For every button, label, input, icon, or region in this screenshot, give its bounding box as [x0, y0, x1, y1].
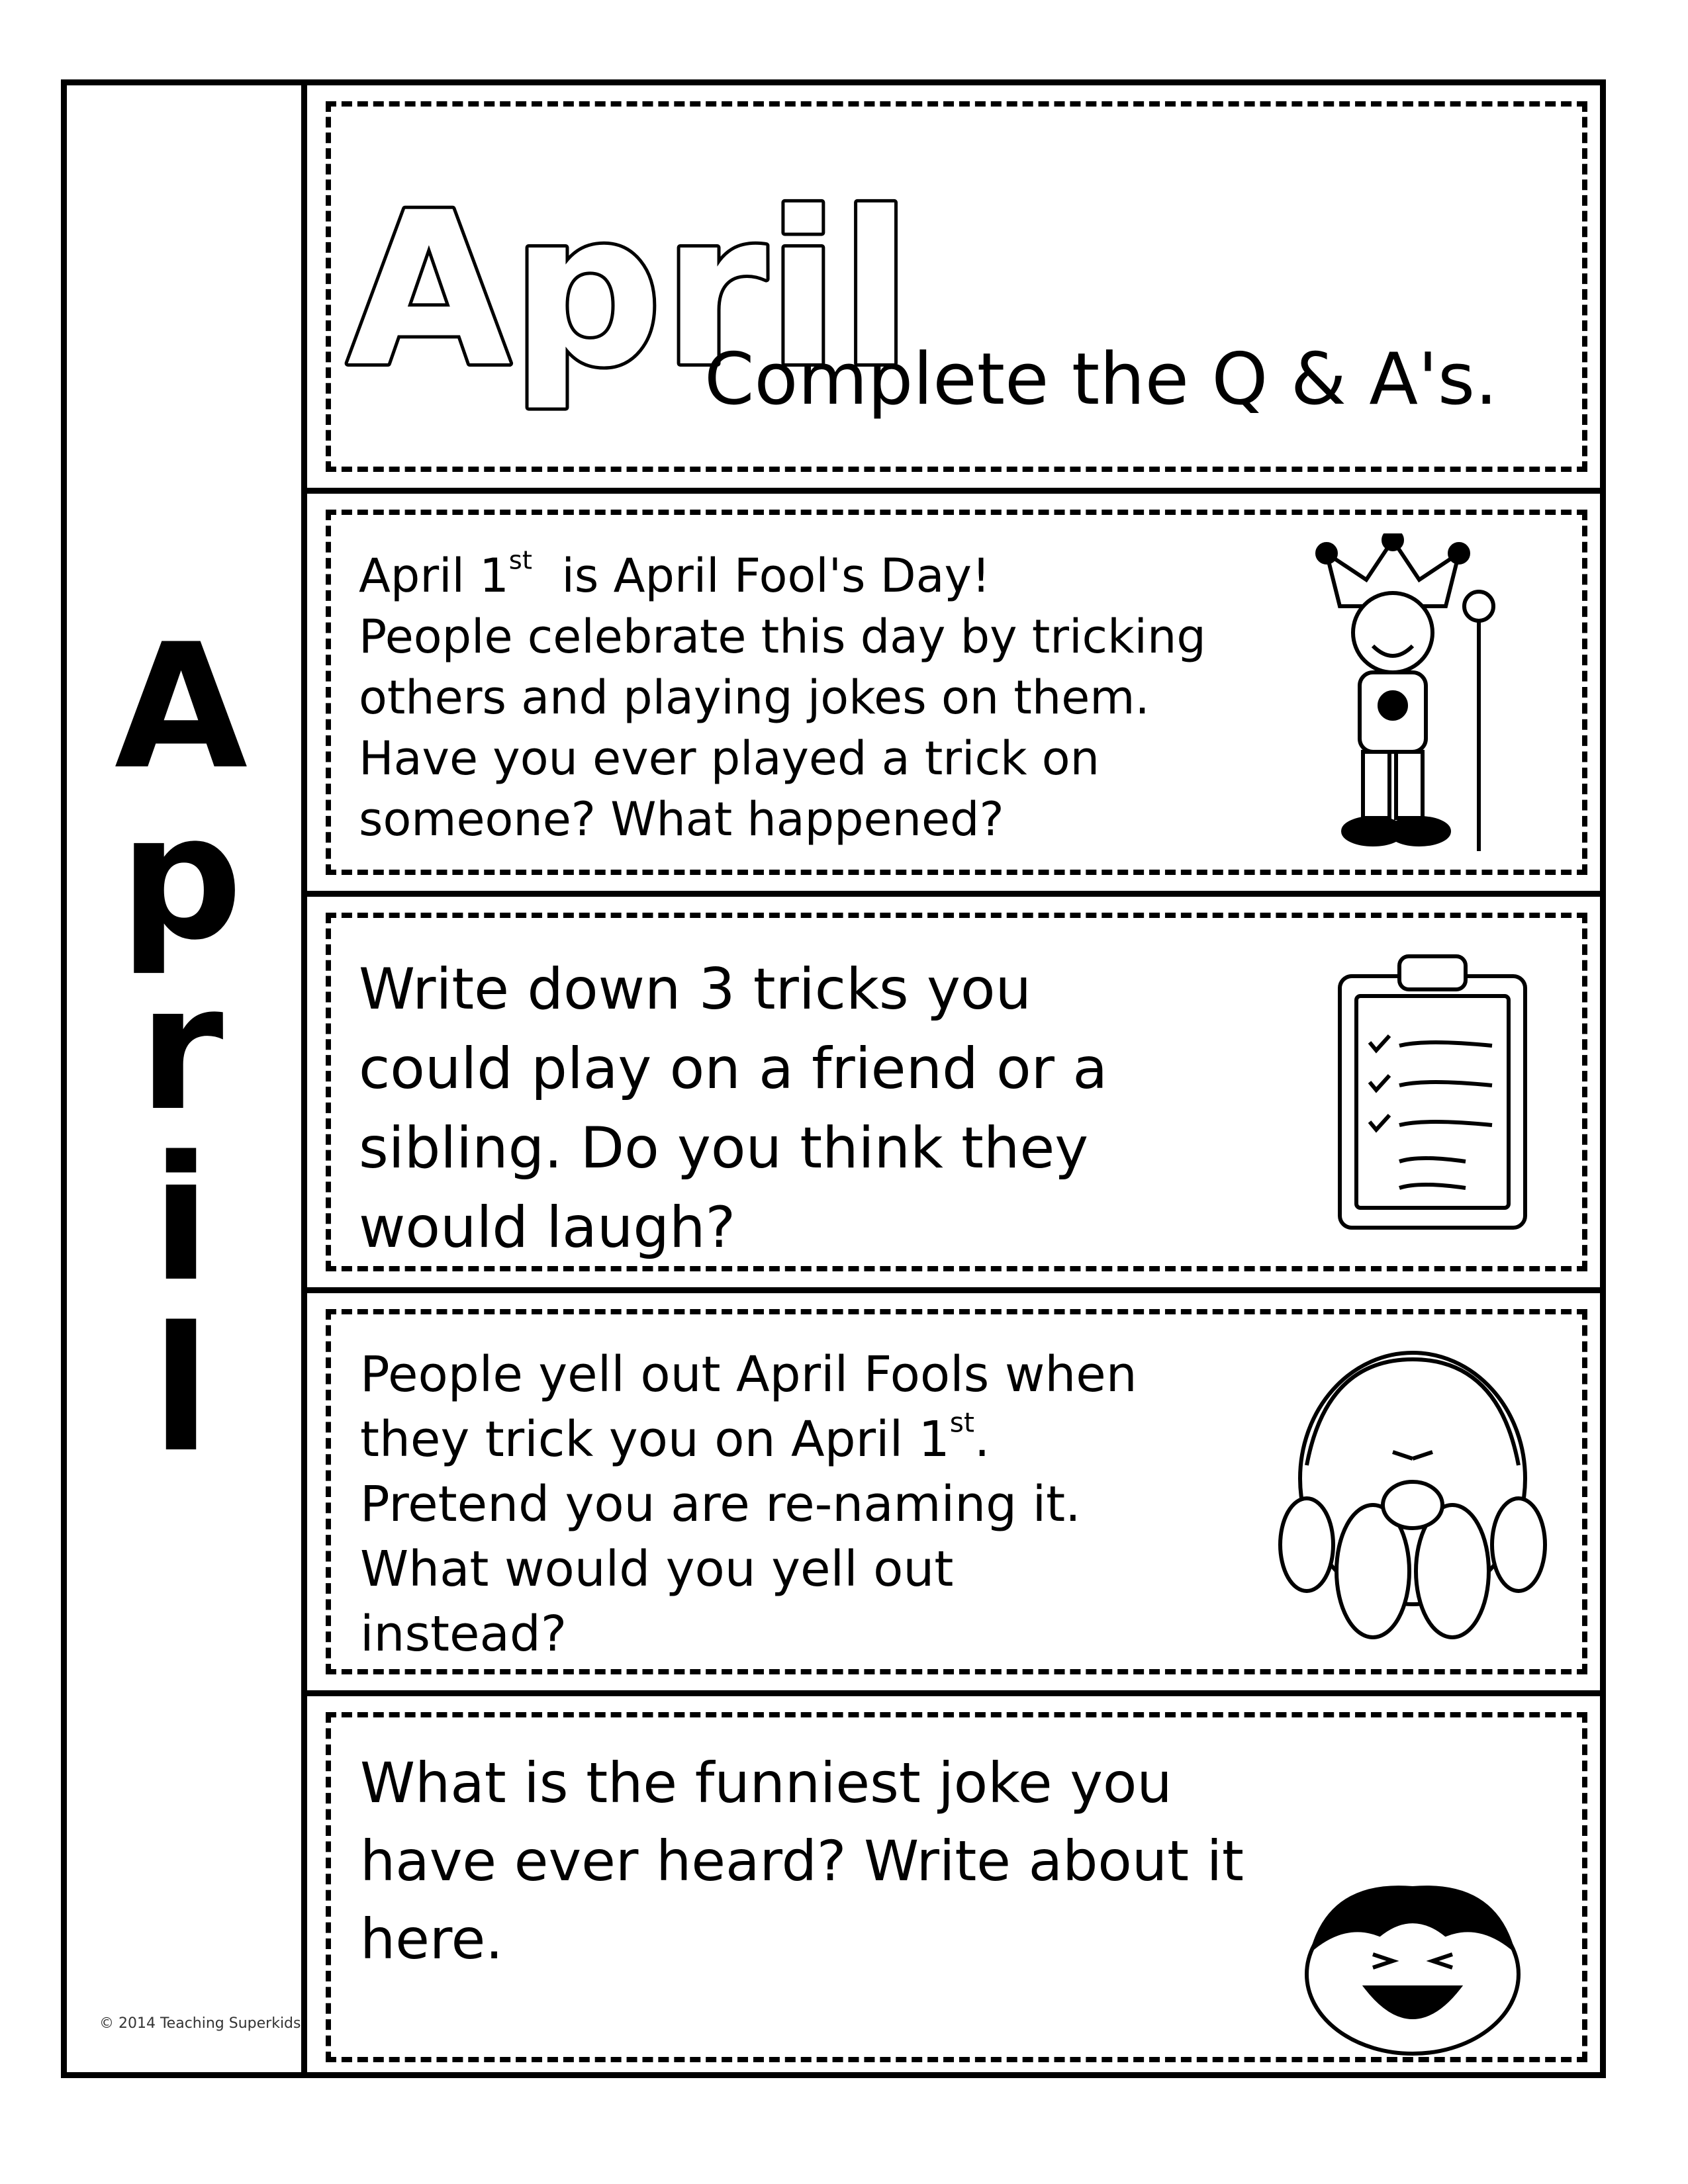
question-line: Have you ever played a trick on: [359, 731, 1100, 786]
divider: [307, 1690, 1606, 1696]
question-line: they trick you on April 1st.: [360, 1406, 990, 1468]
laughing-girl-icon: [1274, 1333, 1552, 1651]
question-1-text: [359, 545, 1206, 850]
spine-title: [61, 608, 301, 1490]
question-line: instead?: [360, 1606, 567, 1662]
spine-letter: A: [114, 608, 248, 807]
question-line: have ever heard? Write about it: [360, 1829, 1244, 1893]
spine-letter: p: [119, 778, 243, 978]
question-2-text: [359, 950, 1107, 1267]
question-4-text: [360, 1744, 1244, 1978]
copyright-notice: © 2014 Teaching Superkids: [99, 2015, 301, 2032]
question-line: April 1st is April Fool's Day!: [359, 545, 991, 603]
spine-column: [61, 79, 307, 2078]
laughing-boy-icon: [1293, 1875, 1532, 2060]
spine-letter: r: [138, 949, 224, 1149]
question-line: Pretend you are re-naming it.: [360, 1476, 1081, 1533]
question-3-text: [360, 1342, 1137, 1666]
question-line: could play on a friend or a: [359, 1036, 1108, 1102]
question-line: What would you yell out: [360, 1541, 954, 1598]
header-subtitle: Complete the Q & A's.: [704, 338, 1498, 421]
question-card-1: [307, 494, 1606, 891]
divider: [307, 488, 1606, 494]
question-card-3: [307, 1293, 1606, 1690]
spine-letter: i: [151, 1120, 211, 1320]
title-art-text: April: [347, 167, 912, 414]
question-line: would laugh?: [359, 1195, 736, 1261]
question-line: someone? What happened?: [359, 792, 1004, 846]
question-line: others and playing jokes on them.: [359, 670, 1150, 725]
question-line: People celebrate this day by tricking: [359, 610, 1206, 664]
header-panel: [307, 85, 1606, 488]
spine-letter: l: [151, 1291, 211, 1490]
clipboard-checklist-icon: [1327, 950, 1538, 1241]
question-line: sibling. Do you think they: [359, 1115, 1089, 1181]
question-line: here.: [360, 1907, 503, 1972]
question-line: People yell out April Fools when: [360, 1346, 1137, 1403]
question-card-4: [307, 1696, 1606, 2078]
question-line: What is the funniest joke you: [360, 1751, 1172, 1815]
divider: [307, 1287, 1606, 1293]
question-card-2: [307, 897, 1606, 1287]
jester-icon: [1287, 533, 1525, 864]
question-line: Write down 3 tricks you: [359, 956, 1032, 1023]
divider: [307, 891, 1606, 897]
